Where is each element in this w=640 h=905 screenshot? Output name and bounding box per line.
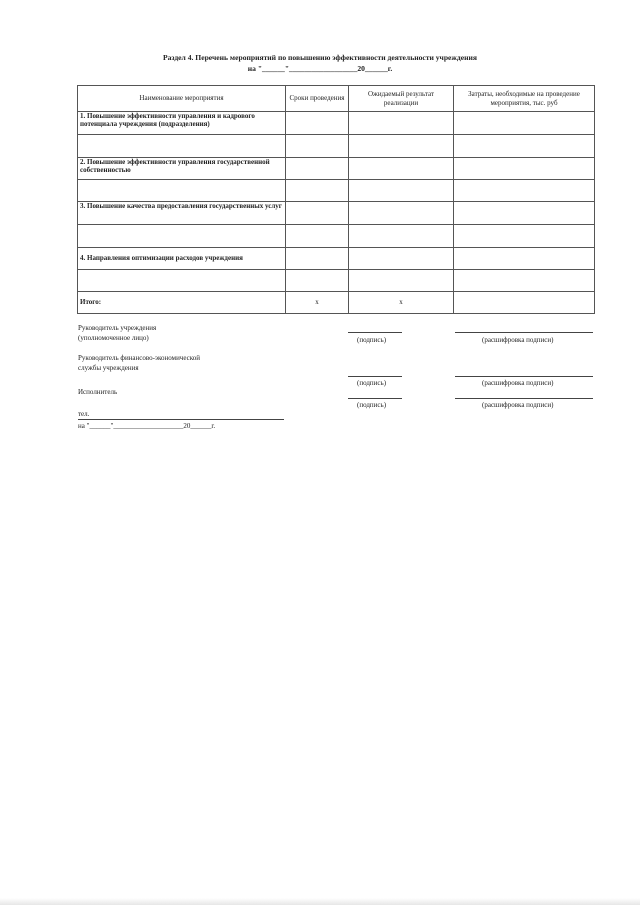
table-cell — [286, 135, 349, 158]
total-label: Итого: — [78, 292, 286, 314]
signature-line — [348, 376, 402, 377]
total-result-x: х — [349, 292, 454, 314]
fin-title: Руководитель финансово-экономической — [78, 354, 201, 362]
executor-title: Исполнитель — [78, 388, 118, 396]
section-label-4: 4. Направления оптимизации расходов учреждения — [78, 248, 286, 270]
total-costs — [454, 292, 595, 314]
table-cell — [454, 158, 595, 180]
fin-signature-caption: (подпись) — [357, 379, 387, 387]
table-cell — [78, 225, 286, 248]
section-label-1: 1. Повышение эффективности управления и кадрового потенциала учреждения (подразделения) — [78, 112, 286, 135]
header-terms: Сроки проведения — [286, 86, 349, 112]
table-cell — [454, 202, 595, 225]
table-cell — [286, 202, 349, 225]
section-row-4 — [78, 248, 595, 270]
decode-line — [455, 332, 593, 333]
signature-line — [348, 398, 402, 399]
head-title: Руководитель учреждения — [78, 324, 157, 332]
table-row — [78, 270, 595, 292]
section-label-3: 3. Повышение качества предоставления государственных услуг — [78, 202, 286, 225]
table-row — [78, 135, 595, 158]
date-subtitle: на "______"__________________20______г. — [247, 64, 393, 73]
table-cell — [349, 135, 454, 158]
table-cell — [286, 225, 349, 248]
table-cell — [454, 225, 595, 248]
header-measure-name: Наименование мероприятия — [78, 86, 286, 112]
table-cell — [78, 180, 286, 202]
signature-date: на "______"____________________20______г. — [78, 422, 216, 430]
measures-table — [77, 85, 595, 314]
table-cell — [286, 248, 349, 270]
executor-signature-caption: (подпись) — [357, 401, 387, 409]
section-title: Раздел 4. Перечень мероприятий по повышению эффективности деятельности учреждения — [162, 53, 478, 62]
table-cell — [454, 135, 595, 158]
table-cell — [78, 135, 286, 158]
head-decode-caption: (расшифровка подписи) — [482, 336, 554, 344]
fin-decode-caption: (расшифровка подписи) — [482, 379, 554, 387]
table-cell — [286, 270, 349, 292]
table-cell — [454, 248, 595, 270]
fin-subtitle: службы учреждения — [78, 364, 139, 372]
table-cell — [349, 248, 454, 270]
page-bottom-edge — [0, 898, 640, 905]
table-header-row — [78, 86, 595, 112]
table-cell — [454, 270, 595, 292]
total-row — [78, 292, 595, 314]
table-cell — [349, 202, 454, 225]
section-row-1 — [78, 112, 595, 135]
section-row-3 — [78, 202, 595, 225]
table-cell — [286, 112, 349, 135]
header-expected-result: Ожидаемый результат реализации — [349, 86, 454, 112]
signature-line — [348, 332, 402, 333]
table-cell — [286, 180, 349, 202]
section-row-2 — [78, 158, 595, 180]
table-cell — [454, 180, 595, 202]
executor-decode-caption: (расшифровка подписи) — [482, 401, 554, 409]
table-cell — [286, 158, 349, 180]
section-label-2: 2. Повышение эффективности управления государственной собственностью — [78, 158, 286, 180]
total-terms-x: х — [286, 292, 349, 314]
decode-line — [455, 376, 593, 377]
head-subtitle: (уполномоченное лицо) — [78, 334, 149, 342]
table-cell — [78, 270, 286, 292]
table-cell — [349, 270, 454, 292]
decode-line — [455, 398, 593, 399]
header-costs: Затраты, необходимые на проведение мероприятия, тыс. руб — [454, 86, 595, 112]
table-cell — [349, 225, 454, 248]
head-signature-caption: (подпись) — [357, 336, 387, 344]
tel-line — [78, 419, 284, 420]
table-cell — [349, 112, 454, 135]
table-row — [78, 225, 595, 248]
table-cell — [454, 112, 595, 135]
tel-label: тел. — [78, 410, 90, 418]
table-row — [78, 180, 595, 202]
table-cell — [349, 180, 454, 202]
table-cell — [349, 158, 454, 180]
